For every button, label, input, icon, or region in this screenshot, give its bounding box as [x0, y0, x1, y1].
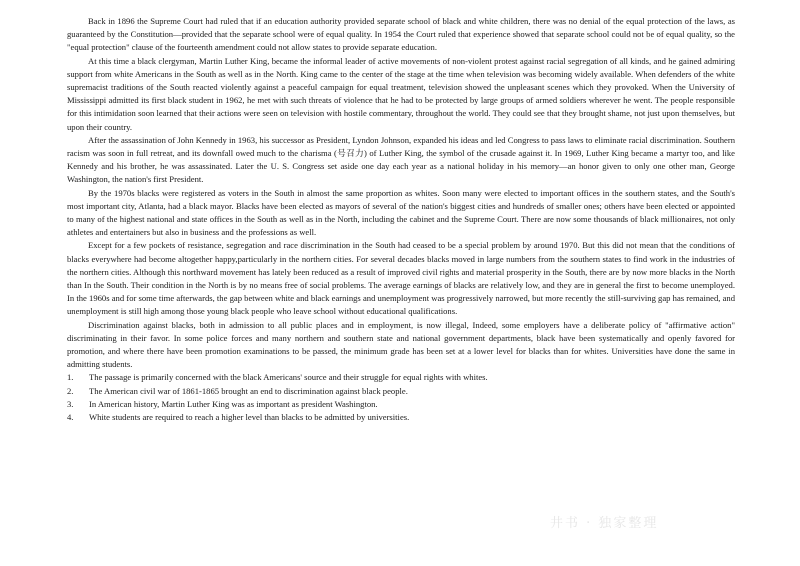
paragraph-2: At this time a black clergyman, Martin Luther King, became the informal leader of active movements of non-violent protest against racial segregation of all kinds, and he gained admiring support from white Americans in the South as well as in the North. King came to the center of the stage at the time when television was becoming widely available. When defenders of the white supremacist traditions of the South reacted violently against a peaceful campaign for equal treatment, television showed the unpleasant scenes which they provoked. When the University of Mississippi admitted its first black student in 1962, he met with such threats of violence that he had to be protected by large groups of armed soldiers wherever he went. The people responsible for this intimidation soon learned that their actions were seen on television with hostile commentary, throughout the world. They could see that they brought shame, not just upon themselves, but upon their country. — [67, 55, 735, 132]
list-item — [67, 411, 735, 424]
watermark: 井书 · 独家整理 — [550, 516, 659, 531]
item-number: 1. — [67, 372, 74, 383]
item-text: The passage is primarily concerned with the black Americans' source and their struggle for equal rights with whites. — [89, 372, 488, 383]
item-text: The American civil war of 1861-1865 brought an end to discrimination against black people. — [89, 385, 408, 396]
paragraph-5: Except for a few pockets of resistance, segregation and race discrimination in the South had ceased to be a special problem by around 1970. But this did not mean that the conditions of blacks everywhere had become altogether happy,particularly in the northern cities. For several decades blacks moved in large numbers from the southern states to find work in the industries of the northern cities. Although this northward movement has lately been reduced as a result of improved civil rights and material prosperity in the South, there are by now more blacks in the North than In the South. Their condition in the North is by no means free of social problems. The average earnings of blacks are relatively low, and they are in general the first to become unemployed. In the 1960s and for some time afterwards, the gap between white and black earnings and unemployment was progressively narrowed, but more recently the still-surviving gap has remained, and unemployment is still high among those young black people who leave school without educational qualifications. — [67, 240, 735, 317]
list-item — [67, 385, 735, 398]
statement-list — [67, 371, 735, 424]
item-number: 2. — [67, 385, 74, 396]
list-item — [67, 371, 735, 384]
item-text: In American history, Martin Luther King was as important as president Washington. — [89, 398, 378, 409]
paragraph-6: Discrimination against blacks, both in admission to all public places and in employment, is now illegal, Indeed, some employers have a deliberate policy of "affirmative action" discriminating in their favor. In some police forces and many northern and southern state and national government departments, black have been systematically and openly favored for promotion, and where there have been promotion examinations to be passed, the minimum grade has been set at a lower level for blacks than for whites. Universities have done the same in admitting students. — [67, 319, 735, 370]
paragraph-3: After the assassination of John Kennedy in 1963, his successor as President, Lyndon Johnson, expanded his ideas and led Congress to pass laws to eliminate racial discrimination. Southern racism was soon in full retreat, and its downfall owed much to the charisma (号召力) of Luther King, the symbol of the crusade against it. In 1969, Luther King became a martyr too, and like Kennedy and his brother, he was assassinated. Later the U. S. Congress set aside one day each year as a national holiday in his memory—an honor given to only one other man, George Washington, the nation's first President. — [67, 134, 735, 185]
paragraph-4: By the 1970s blacks were registered as voters in the South in almost the same proportion as whites. Soon many were elected to important offices in the southern states, and the South's most important city, Atlanta, had a black mayor. Blacks have been elected as mayors of several of the nation's biggest cities and hundreds of smaller ones; others have been elected or appointed to many of the highest national and state offices in the South as well as in the North, including the cabinet and the Supreme Court. There are now some thousands of black millionaires, not only athletes and entertainers but also in business and the professions as well. — [67, 187, 735, 238]
item-number: 4. — [67, 412, 74, 423]
item-text: White students are required to reach a higher level than blacks to be admitted by universities. — [89, 412, 410, 423]
document-body — [67, 15, 735, 424]
item-number: 3. — [67, 398, 74, 409]
list-item — [67, 398, 735, 411]
paragraph-1: Back in 1896 the Supreme Court had ruled that if an education authority provided separate school of black and white children, there was no denial of the equal protection of the laws, as guaranteed by the Constitution—provided that the separate school were of equal quality. In 1954 the Court ruled that experience showed that separate school could not be of equal quality, so the "equal protection" clause of the fourteenth amendment could not allow states to provide separate education. — [67, 16, 735, 53]
